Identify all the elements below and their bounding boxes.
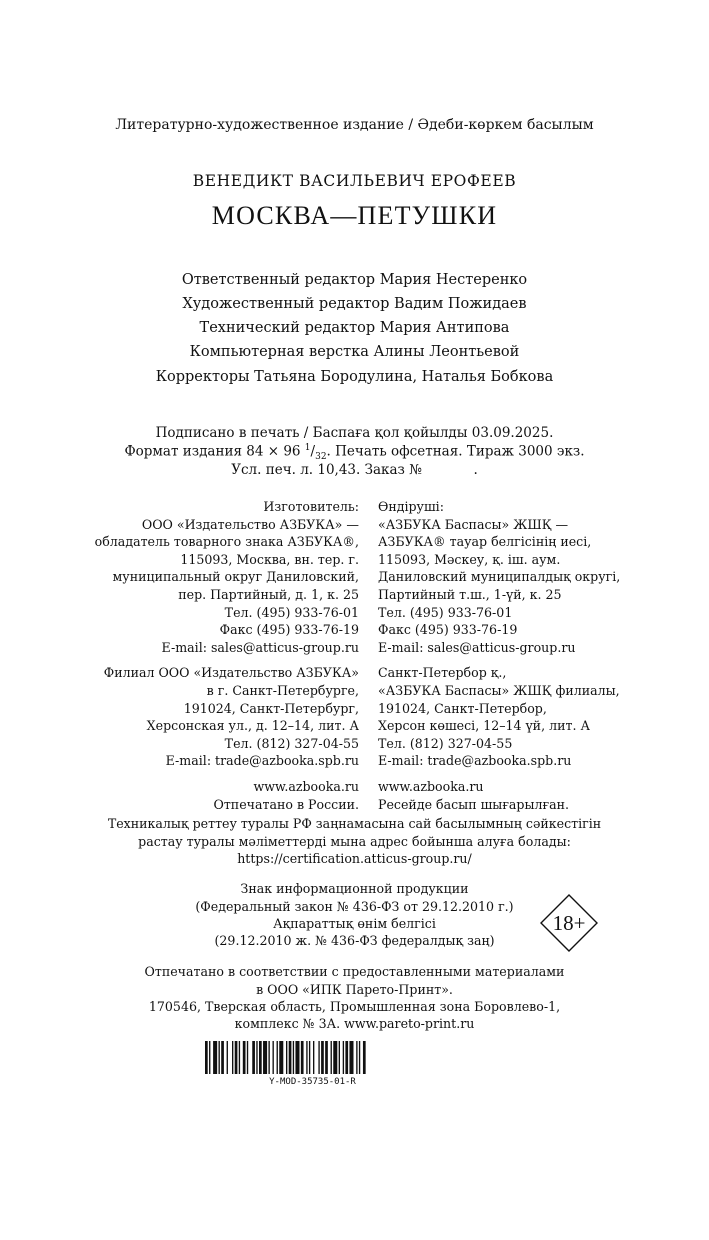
imprint-line: Херсон көшесі, 12–14 үй, лит. А bbox=[378, 718, 590, 734]
barcode-bar bbox=[256, 1041, 257, 1074]
imprint-line: «АЗБУКА Баспасы» ЖШҚ — bbox=[378, 516, 569, 532]
imprint-line: Ресейде басып шығарылған. bbox=[378, 796, 570, 812]
imprint-line: обладатель товарного знака АЗБУКА®, bbox=[94, 534, 359, 550]
imprint-line: 115093, Москва, вн. тер. г. bbox=[180, 551, 359, 567]
imprint-line: АЗБУКА® тауар белгісінің иесі, bbox=[378, 534, 592, 550]
printing-line: комплекс № 3А. www.pareto-print.ru bbox=[234, 1016, 475, 1031]
imprint-line: Партийный т.ш., 1-үй, к. 25 bbox=[378, 586, 562, 602]
age-rating-badge bbox=[540, 894, 598, 952]
barcode-bar bbox=[247, 1041, 248, 1074]
barcode-bar bbox=[345, 1041, 348, 1074]
author-name: ВЕНЕДИКТ ВАСИЛЬЕВИЧ ЕРОФЕЕВ bbox=[192, 172, 517, 190]
barcode-bar bbox=[232, 1041, 233, 1074]
certification-url: https://certification.atticus-group.ru/ bbox=[237, 851, 472, 866]
barcode-bar bbox=[318, 1041, 319, 1074]
barcode-bar bbox=[331, 1041, 332, 1074]
barcode-bar bbox=[239, 1041, 240, 1074]
imprint-line: www.azbooka.ru bbox=[378, 778, 484, 794]
signed-line: Подписано в печать / Баспаға қол қойылды 03.09.2025. bbox=[155, 425, 554, 441]
imprint-kz-column bbox=[378, 498, 620, 813]
info-sign-line: (Федеральный закон № 436-ФЗ от 29.12.2010 г.) bbox=[195, 899, 514, 914]
barcode-bar bbox=[205, 1041, 208, 1074]
barcode-bar bbox=[219, 1041, 220, 1074]
staff-line: Технический редактор Мария Антипова bbox=[199, 320, 510, 336]
imprint-line: Тел. (495) 933-76-01 bbox=[224, 604, 359, 620]
imprint-line: 191024, Санкт-Петербург, bbox=[183, 700, 359, 716]
info-sign-line: (29.12.2010 ж. № 436-ФЗ федералдық заң) bbox=[214, 933, 495, 948]
sheets-line: Усл. печ. л. 10,43. Заказ № . bbox=[231, 462, 478, 478]
imprint-ru-column bbox=[95, 498, 359, 813]
imprint-line: www.azbooka.ru bbox=[253, 778, 359, 794]
imprint-line: 115093, Мәскеу, қ. іш. аум. bbox=[378, 551, 561, 567]
printing-line: 170546, Тверская область, Промышленная зона Боровлево-1, bbox=[148, 999, 561, 1014]
barcode-bar bbox=[313, 1041, 314, 1074]
imprint-line: Факс (495) 933-76-19 bbox=[219, 622, 359, 638]
barcode-bar bbox=[325, 1041, 328, 1074]
imprint-line: Даниловский муниципалдық округі, bbox=[378, 569, 621, 585]
barcode-bar bbox=[356, 1041, 357, 1074]
book-title: МОСКВА—ПЕТУШКИ bbox=[211, 201, 498, 230]
imprint-line: E-mail: trade@azbooka.spb.ru bbox=[378, 753, 572, 769]
imprint-line: ООО «Издательство АЗБУКА» — bbox=[141, 516, 359, 532]
imprint-line: Санкт-Петербор қ., bbox=[378, 665, 507, 681]
imprint-line: Тел. (812) 327-04-55 bbox=[378, 735, 513, 751]
imprint-line: Изготовитель: bbox=[263, 499, 359, 514]
barcode-bar bbox=[333, 1041, 337, 1074]
barcode-bar bbox=[209, 1041, 210, 1074]
printing-line: в ООО «ИПК Парето-Принт». bbox=[256, 982, 453, 997]
barcode-bar bbox=[293, 1041, 294, 1074]
imprint-line: Өндіруші: bbox=[378, 499, 444, 514]
imprint-line: E-mail: sales@atticus-group.ru bbox=[161, 639, 359, 655]
imprint-line: Филиал ООО «Издательство АЗБУКА» bbox=[103, 665, 359, 681]
barcode-bar bbox=[263, 1041, 267, 1074]
imprint-line: Тел. (495) 933-76-01 bbox=[378, 604, 513, 620]
imprint-line: 191024, Санкт-Петербор, bbox=[378, 700, 547, 716]
imprint-line: Тел. (812) 327-04-55 bbox=[224, 735, 359, 751]
genre-line: Литературно-художественное издание / Әдеби-көркем басылым bbox=[115, 117, 594, 133]
format-line: Формат издания 84 × 96 $^1/_{32}$. Печать офсетная. Тираж 3000 экз. bbox=[124, 443, 585, 463]
barcode-bar bbox=[309, 1041, 310, 1074]
imprint-line: Факс (495) 933-76-19 bbox=[378, 622, 518, 638]
barcode-bar bbox=[363, 1041, 366, 1074]
imprint-line: E-mail: trade@azbooka.spb.ru bbox=[165, 753, 359, 769]
certification-line: растау туралы мәліметтерді мына адрес бойынша алуға болады: bbox=[138, 834, 571, 849]
barcode-bar bbox=[289, 1041, 292, 1074]
barcode-bar bbox=[343, 1041, 344, 1074]
imprint-line: муниципальный округ Даниловский, bbox=[112, 569, 359, 585]
imprint-line: E-mail: sales@atticus-group.ru bbox=[378, 639, 576, 655]
barcode-bar bbox=[213, 1041, 217, 1074]
barcode-bar bbox=[301, 1041, 304, 1074]
staff-line: Художественный редактор Вадим Пожидаев bbox=[182, 296, 527, 312]
barcode-bar bbox=[277, 1041, 278, 1074]
info-sign-line: Знак информационной продукции bbox=[240, 881, 469, 896]
barcode-bar bbox=[306, 1041, 307, 1074]
barcode-bar bbox=[295, 1041, 299, 1074]
barcode-bar bbox=[252, 1041, 255, 1074]
staff-line: Корректоры Татьяна Бородулина, Наталья Бобкова bbox=[155, 369, 554, 385]
barcode-bar bbox=[221, 1041, 224, 1074]
barcode-bar bbox=[227, 1041, 228, 1074]
info-sign-line: Ақпараттық өнім белгісі bbox=[273, 916, 436, 931]
imprint-line: пер. Партийный, д. 1, к. 25 bbox=[178, 586, 359, 602]
barcode-bar bbox=[268, 1041, 269, 1074]
barcode-bar bbox=[279, 1041, 283, 1074]
imprint-line: Отпечатано в России. bbox=[213, 796, 359, 812]
barcode-bar bbox=[286, 1041, 287, 1074]
barcode-bar bbox=[235, 1041, 238, 1074]
printing-line: Отпечатано в соответствии с предоставленными материалами bbox=[144, 964, 565, 979]
barcode-icon bbox=[205, 1041, 420, 1074]
age-rating-text: 18+ bbox=[552, 911, 586, 935]
barcode-label: Y-MOD-35735-01-R bbox=[269, 1077, 356, 1087]
barcode-bar bbox=[259, 1041, 262, 1074]
barcode-bar bbox=[273, 1041, 274, 1074]
barcode-bar bbox=[243, 1041, 246, 1074]
imprint-line: «АЗБУКА Баспасы» ЖШҚ филиалы, bbox=[378, 682, 620, 698]
barcode-bar bbox=[339, 1041, 340, 1074]
staff-line: Ответственный редактор Мария Нестеренко bbox=[181, 272, 528, 288]
imprint-line: Херсонская ул., д. 12–14, лит. А bbox=[146, 718, 359, 734]
imprint-line: в г. Санкт-Петербурге, bbox=[206, 682, 359, 698]
barcode-bar bbox=[359, 1041, 360, 1074]
barcode-bar bbox=[321, 1041, 324, 1074]
staff-line: Компьютерная верстка Алины Леонтьевой bbox=[189, 344, 520, 360]
barcode-bar bbox=[349, 1041, 353, 1074]
certification-line: Техникалық реттеу туралы РФ заңнамасына сай басылымның сәйкестігін bbox=[107, 816, 602, 831]
